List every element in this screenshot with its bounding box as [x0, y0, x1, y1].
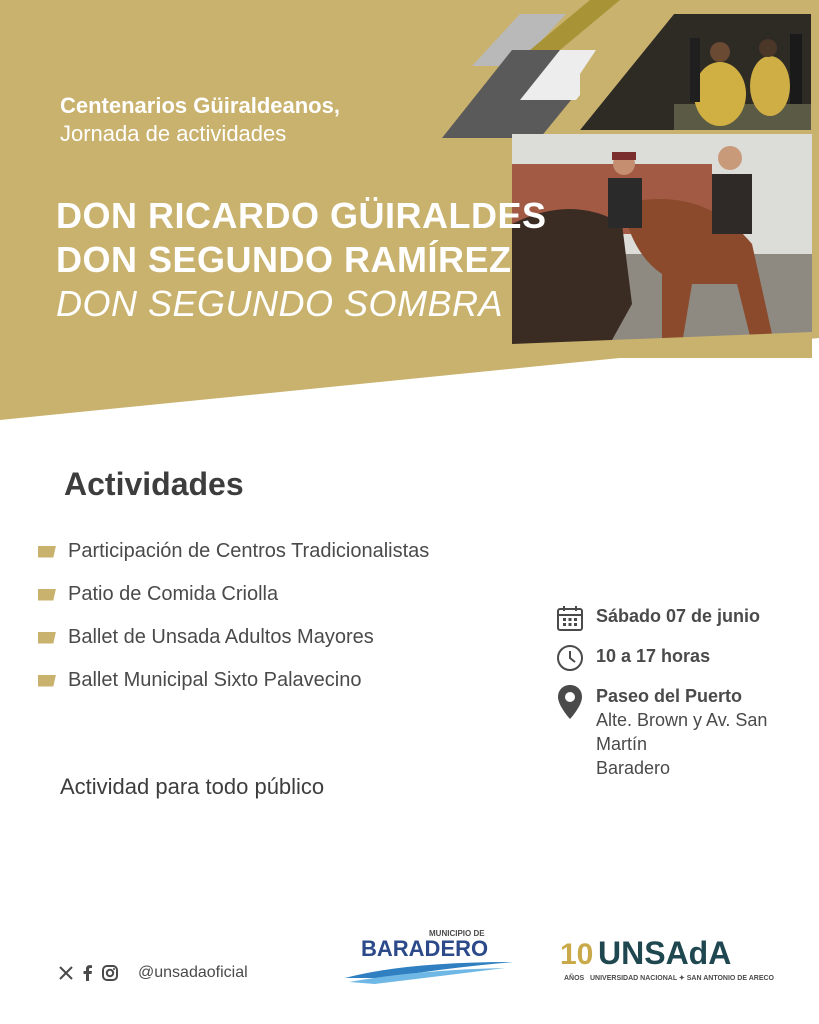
- list-item: Participación de Centros Tradicionalistas: [38, 530, 429, 573]
- list-item: Patio de Comida Criolla: [38, 573, 429, 616]
- event-date: Sábado 07 de junio: [596, 606, 761, 626]
- event-location: [596, 684, 819, 780]
- instagram-icon[interactable]: [102, 965, 118, 981]
- venue-city: Baradero: [596, 758, 671, 778]
- riders-photo: [512, 134, 812, 358]
- dancers-photo: [580, 14, 811, 130]
- bullet-icon: [38, 589, 56, 601]
- header-intro: [60, 92, 340, 148]
- facebook-icon[interactable]: [80, 965, 96, 981]
- bullet-icon: [38, 632, 56, 644]
- calendar-icon: [556, 604, 584, 632]
- list-item: Ballet Municipal Sixto Palavecino: [38, 659, 429, 702]
- title-line-3: DON SEGUNDO SOMBRA: [56, 283, 504, 324]
- header-subtitle: Jornada de actividades: [60, 121, 287, 146]
- social-bar: [58, 964, 248, 982]
- activities-heading: Actividades: [64, 466, 244, 502]
- unsada-logo-tagline: UNIVERSIDAD NACIONAL ✦ SAN ANTONIO DE ARECO: [590, 975, 774, 982]
- unsada-logo: [560, 932, 780, 992]
- venue-name: Paseo del Puerto: [596, 686, 743, 706]
- date-row: [556, 604, 819, 632]
- baradero-logo-name: BARADERO: [361, 936, 489, 961]
- baradero-logo: [345, 926, 515, 986]
- location-pin-icon: [556, 684, 584, 720]
- x-icon[interactable]: [58, 965, 74, 981]
- unsada-logo-name: UNSAdA: [598, 935, 732, 971]
- audience-note: Actividad para todo público: [60, 774, 325, 799]
- location-row: [556, 684, 819, 780]
- social-handle[interactable]: @unsadaoficial: [138, 964, 248, 981]
- unsada-logo-number: 10: [560, 938, 594, 971]
- title-line-1: DON RICARDO GÜIRALDES: [56, 195, 547, 236]
- list-item: Ballet de Unsada Adultos Mayores: [38, 616, 429, 659]
- venue-address: Alte. Brown y Av. San Martín: [596, 710, 768, 754]
- bullet-icon: [38, 546, 56, 558]
- time-row: [556, 644, 819, 672]
- activities-list: [38, 530, 429, 702]
- title-line-2: DON SEGUNDO RAMÍREZ: [56, 239, 512, 280]
- event-time: 10 a 17 horas: [596, 646, 711, 666]
- event-details: [556, 604, 819, 792]
- unsada-logo-years: AÑOS: [564, 975, 585, 982]
- header-kicker: Centenarios Güiraldeanos,: [60, 93, 340, 118]
- bullet-icon: [38, 675, 56, 687]
- event-title: [56, 194, 547, 326]
- baradero-logo-top: MUNICIPIO DE: [429, 929, 485, 938]
- clock-icon: [556, 644, 584, 672]
